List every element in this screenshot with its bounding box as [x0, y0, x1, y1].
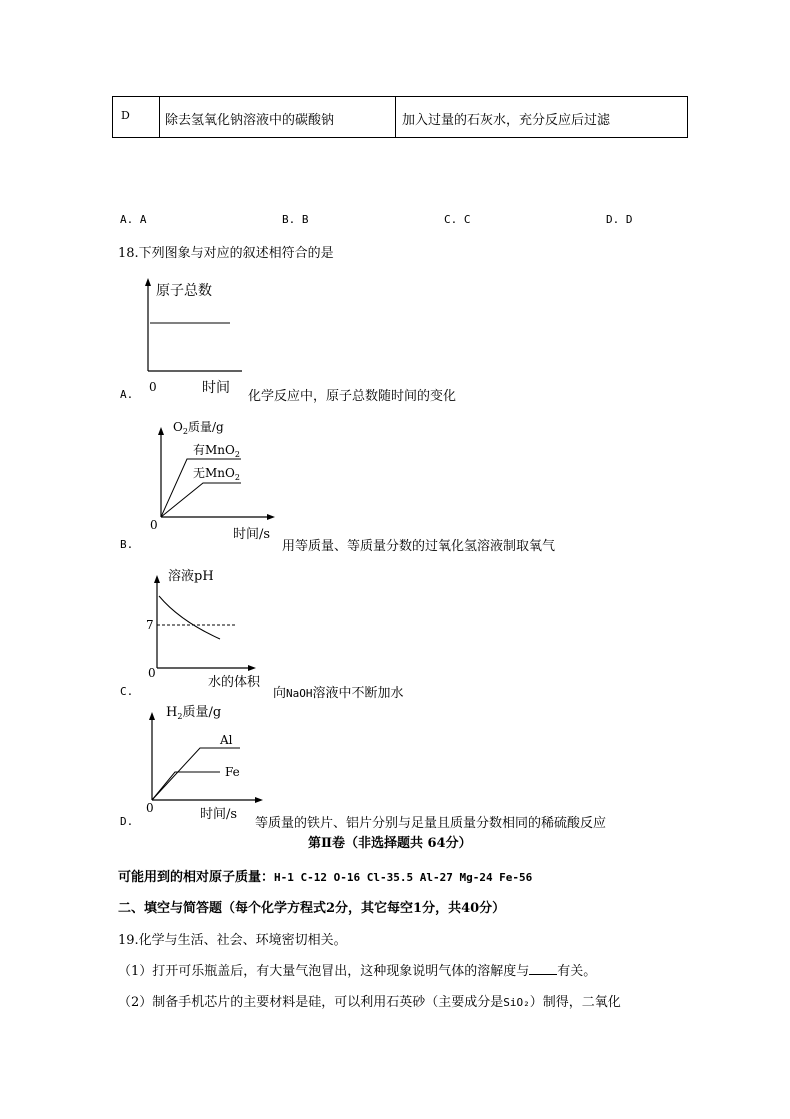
option-letter: D: [121, 109, 130, 122]
table-cell-option: [113, 97, 160, 137]
graph-b: [145, 415, 280, 543]
method-text: 加入过量的石灰水，充分反应后过滤: [402, 113, 611, 128]
q19-sub1: （1）打开可乐瓶盖后，有大量气泡冒出，这种现象说明气体的溶解度与 有关。: [118, 964, 597, 979]
part-title: 二、填空与简答题（每个化学方程式2分，其它每空1分，共40分）: [118, 901, 506, 916]
choice-c: C. C: [444, 213, 471, 226]
curve-label-without-mno2: 无MnO$_2$: [193, 466, 240, 482]
curve-label-fe: Fe: [225, 765, 240, 779]
blank-line[interactable]: [529, 962, 557, 975]
y-label: $H_2$质量/g: [166, 705, 222, 721]
graph-d: [140, 700, 270, 828]
q19-stem: 19.化学与生活、社会、环境密切相关。: [118, 933, 347, 948]
curve-fe: [152, 772, 220, 800]
choice-a: A. A: [120, 213, 147, 226]
x-label: 时间: [202, 380, 230, 395]
option-b-letter: B.: [120, 538, 134, 551]
y-label: 原子总数: [156, 283, 212, 299]
ph-curve: [159, 596, 220, 639]
section-title: 第Ⅱ卷（非选择题共 64分）: [308, 836, 472, 851]
option-d-letter: D.: [120, 815, 134, 828]
graph-c: [140, 563, 275, 691]
curve-label-al: Al: [220, 733, 233, 747]
x-label: 水的体积: [208, 675, 261, 690]
origin-label: 0: [148, 666, 156, 680]
option-c-letter: C.: [120, 685, 134, 698]
option-a-desc: 化学反应中，原子总数随时间的变化: [248, 389, 457, 404]
origin-label: 0: [149, 380, 157, 394]
origin-label: 0: [146, 801, 154, 815]
table-cell-purpose: [159, 97, 396, 137]
atomic-mass-line: 可能用到的相对原子质量：H-1 C-12 O-16 Cl-35.5 Al-27 Mg-24 Fe-56: [118, 870, 533, 885]
q18-stem: 18.下列图象与对应的叙述相符合的是: [118, 246, 334, 261]
y-label: 溶液pH: [168, 569, 214, 584]
answer-table-row: [112, 96, 688, 138]
choice-b: B. B: [282, 213, 309, 226]
choice-d: D. D: [606, 213, 633, 226]
origin-label: 0: [150, 518, 158, 532]
option-d-desc: 等质量的铁片、铝片分别与足量且质量分数相同的稀硫酸反应: [255, 816, 607, 831]
curve-label-with-mno2: 有MnO$_2$: [193, 443, 240, 459]
y-label: $O_2$质量/g: [173, 420, 224, 436]
tick-7-label: 7: [146, 618, 154, 632]
x-label: 时间/s: [233, 527, 271, 542]
x-label: 时间/s: [200, 807, 238, 822]
purpose-text: 除去氢氧化钠溶液中的碳酸钠: [165, 113, 335, 128]
option-c-desc: 向NaOH溶液中不断加水: [273, 686, 404, 701]
option-a-letter: A.: [120, 388, 134, 401]
curve-without-mno2: [161, 483, 241, 517]
q19-sub2: （2）制备手机芯片的主要材料是硅，可以利用石英砂（主要成分是SiO₂）制得，二氧化: [118, 995, 621, 1010]
graph-a: [140, 275, 250, 395]
option-b-desc: 用等质量、等质量分数的过氧化氢溶液制取氧气: [282, 539, 556, 554]
